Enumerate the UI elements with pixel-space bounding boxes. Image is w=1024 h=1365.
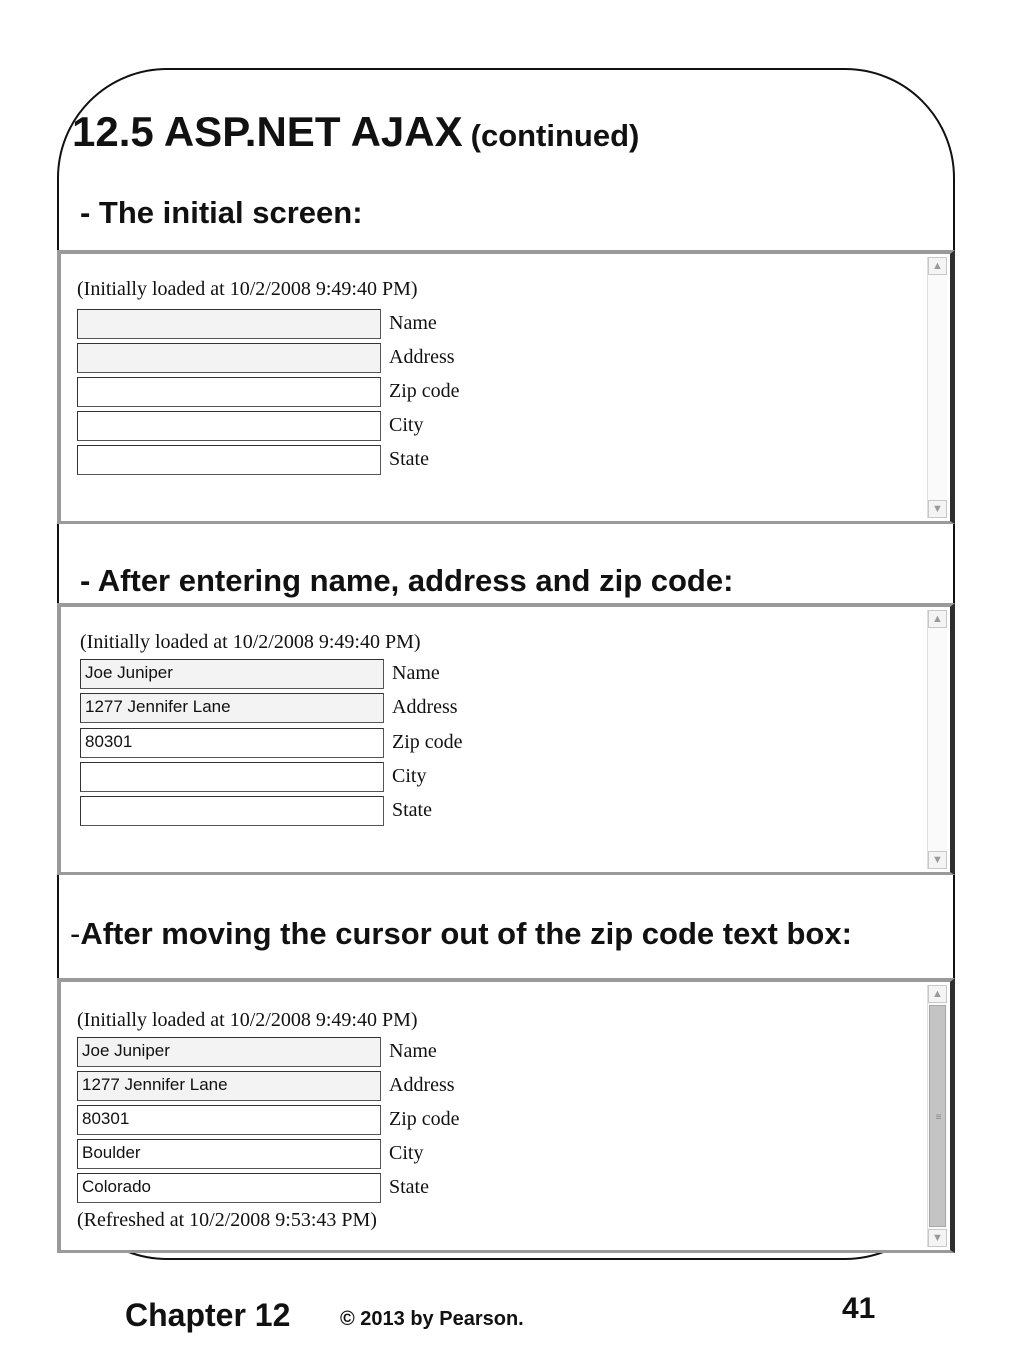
grip-icon: ≡ xyxy=(935,1112,942,1123)
city-input[interactable] xyxy=(77,411,381,441)
name-input[interactable]: Joe Juniper xyxy=(77,1037,381,1067)
section-heading-after-moving xyxy=(70,916,852,952)
name-label: Name xyxy=(389,1040,437,1062)
address-input[interactable]: 1277 Jennifer Lane xyxy=(77,1071,381,1101)
scroll-up-icon[interactable]: ▲ xyxy=(928,610,947,628)
vertical-scrollbar[interactable] xyxy=(927,610,947,869)
slide-title-suffix: (continued) xyxy=(470,118,640,153)
section-heading-initial: - The initial screen: xyxy=(80,195,363,230)
address-label: Address xyxy=(392,696,458,718)
screenshot-after-moving xyxy=(57,978,955,1253)
page-number: 41 xyxy=(842,1292,876,1325)
loaded-timestamp: (Initially loaded at 10/2/2008 9:49:40 PM) xyxy=(77,278,418,300)
city-input[interactable] xyxy=(80,762,384,792)
address-label: Address xyxy=(389,346,455,368)
name-input[interactable] xyxy=(77,309,381,339)
zip-code-input[interactable]: 80301 xyxy=(77,1105,381,1135)
refreshed-timestamp: (Refreshed at 10/2/2008 9:53:43 PM) xyxy=(77,1209,377,1231)
zip-code-label: Zip code xyxy=(392,731,463,753)
heading-dash: - xyxy=(70,916,81,951)
vertical-scrollbar[interactable] xyxy=(927,257,947,518)
state-label: State xyxy=(392,799,432,821)
form-panel xyxy=(75,982,950,1250)
slide-title xyxy=(72,108,639,156)
state-input[interactable]: Colorado xyxy=(77,1173,381,1203)
slide-title-main: 12.5 ASP.NET AJAX xyxy=(72,108,463,155)
vertical-scrollbar[interactable] xyxy=(927,985,947,1247)
address-label: Address xyxy=(389,1074,455,1096)
form-panel xyxy=(78,607,950,872)
zip-code-input[interactable] xyxy=(77,377,381,407)
address-input[interactable] xyxy=(77,343,381,373)
form-panel xyxy=(75,254,950,521)
name-label: Name xyxy=(392,662,440,684)
screenshot-after-entering xyxy=(57,603,955,875)
state-label: State xyxy=(389,1176,429,1198)
screenshot-initial xyxy=(57,250,955,524)
state-input[interactable] xyxy=(77,445,381,475)
scroll-up-icon[interactable]: ▲ xyxy=(928,985,947,1003)
scrollbar-thumb[interactable] xyxy=(929,1005,946,1227)
city-input[interactable]: Boulder xyxy=(77,1139,381,1169)
footer-copyright: © 2013 by Pearson. xyxy=(340,1308,524,1330)
scroll-up-icon[interactable]: ▲ xyxy=(928,257,947,275)
heading-text: After moving the cursor out of the zip code text box: xyxy=(80,916,852,951)
zip-code-label: Zip code xyxy=(389,1108,460,1130)
loaded-timestamp: (Initially loaded at 10/2/2008 9:49:40 PM) xyxy=(77,1009,418,1031)
state-input[interactable] xyxy=(80,796,384,826)
address-input[interactable]: 1277 Jennifer Lane xyxy=(80,693,384,723)
state-label: State xyxy=(389,448,429,470)
footer-chapter: Chapter 12 xyxy=(125,1297,291,1333)
loaded-timestamp: (Initially loaded at 10/2/2008 9:49:40 PM) xyxy=(80,631,421,653)
name-label: Name xyxy=(389,312,437,334)
zip-code-label: Zip code xyxy=(389,380,460,402)
city-label: City xyxy=(392,765,427,787)
scroll-down-icon[interactable]: ▼ xyxy=(928,851,947,869)
zip-code-input[interactable]: 80301 xyxy=(80,728,384,758)
section-heading-after-entering: - After entering name, address and zip code: xyxy=(80,563,734,598)
name-input[interactable]: Joe Juniper xyxy=(80,659,384,689)
city-label: City xyxy=(389,414,424,436)
scroll-down-icon[interactable]: ▼ xyxy=(928,1229,947,1247)
city-label: City xyxy=(389,1142,424,1164)
scroll-down-icon[interactable]: ▼ xyxy=(928,500,947,518)
